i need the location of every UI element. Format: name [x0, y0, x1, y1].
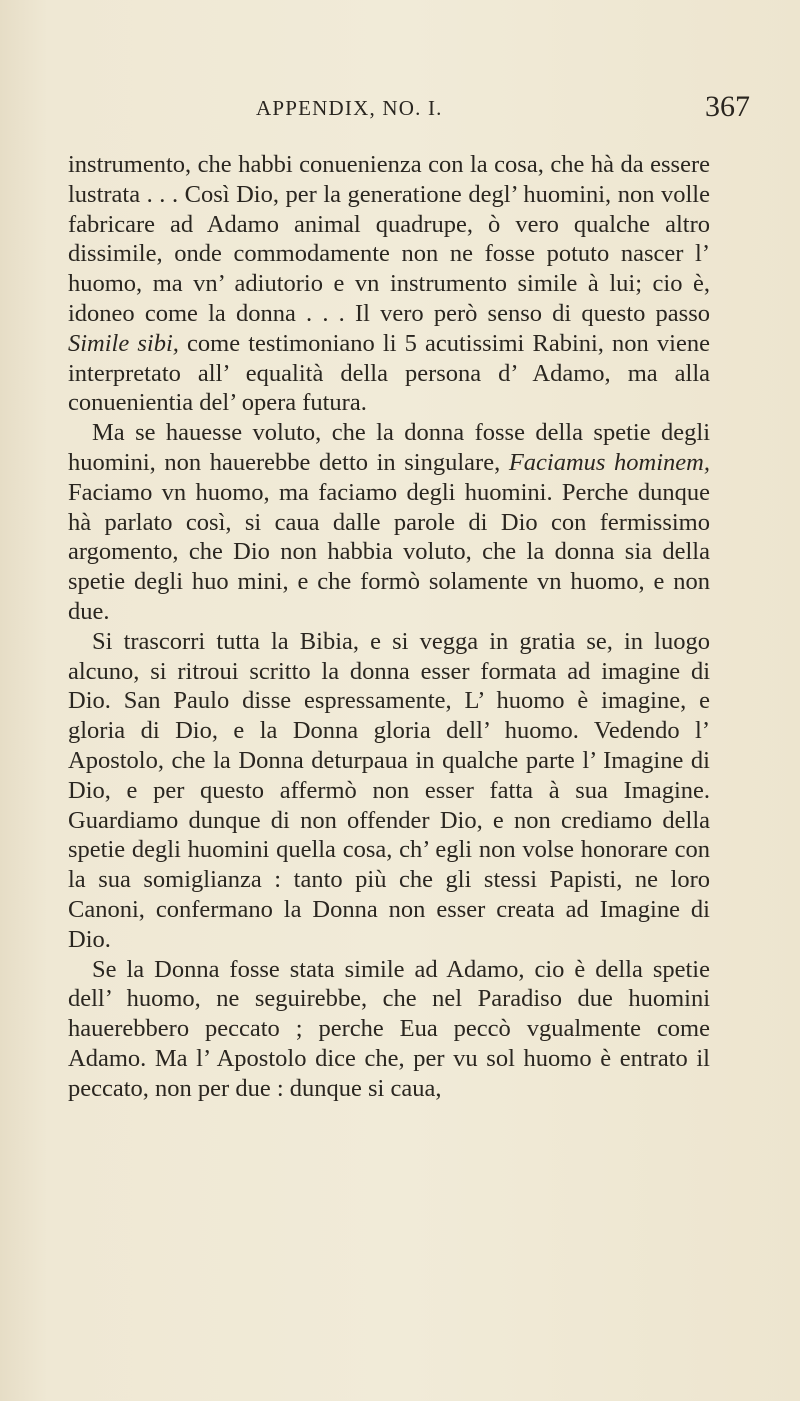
paragraph-2	[68, 418, 710, 627]
text-run: instrumento, che habbi conuenienza con la cosa, che hà da essere lustrata . . . Così Dio, per la generatione degl’ huomini, non volle fabricare ad Adamo animal quadrupe, ò vero qualche altro dissimile, onde commodamente non ne fosse potuto nascer l’ huomo, ma vn’ adiutorio e vn instrumento simile à lui; cio è, idoneo come la donna . . . Il vero però senso di questo passo	[68, 151, 710, 327]
text-run: Si trascorri tutta la Bibia, e si vegga in gratia se, in luogo alcuno, si ritroui scritto la donna esser formata ad imagine di Dio. San Paulo disse espressamente, L’ huomo è imagine, e gloria di Dio, e la Donna gloria dell’ huomo. Vedendo l’ Apostolo, che la Donna deturpaua in qualche parte l’ Imagine di Dio, e per questo affermò non esser fatta à sua Imagine. Guardiamo dunque di non offender Dio, e non crediamo della spetie degli huomini quella cosa, ch’ egli non volse honorare con la sua somiglianza : tanto più che gli stessi Papisti, ne loro Canoni, confermano la Donna non esser creata ad Imagine di Dio.	[68, 627, 710, 953]
italic-phrase: Simile sibi,	[68, 329, 179, 357]
text-run: Faciamo vn huomo, ma faciamo degli huomini. Perche dunque hà parlato così, si caua dalle parole di Dio con fermissimo argomento, che Dio non habbia voluto, che la donna sia della spetie degli huo mini, e che formò solamente vn huomo, e non due.	[68, 478, 710, 625]
body-text	[68, 150, 710, 1104]
text-run: come testimoniano li 5 acutissimi Rabini, non viene interpretato all’ equalità della persona d’ Adamo, ma alla conuenientia del’ opera futura.	[68, 329, 710, 417]
paragraph-3	[68, 627, 710, 955]
text-run: Ma se hauesse voluto, che la donna fosse della spetie degli huomini, non hauerebbe detto in singulare,	[68, 419, 710, 476]
paragraph-1	[68, 150, 710, 418]
page-number: 367	[705, 90, 750, 123]
page-header	[0, 90, 800, 136]
italic-phrase: Faciamus hominem,	[508, 448, 710, 476]
paragraph-4	[68, 955, 710, 1104]
running-head: APPENDIX, NO. I.	[256, 96, 443, 120]
text-run: Se la Donna fosse stata simile ad Adamo, cio è della spetie dell’ huomo, ne seguirebbe, che nel Paradiso due huomini hauerebbero peccato ; perche Eua peccò vgualmente come Adamo. Ma l’ Apostolo dice che, per vu sol huomo è entrato il peccato, non per due : dunque si caua,	[68, 955, 710, 1102]
